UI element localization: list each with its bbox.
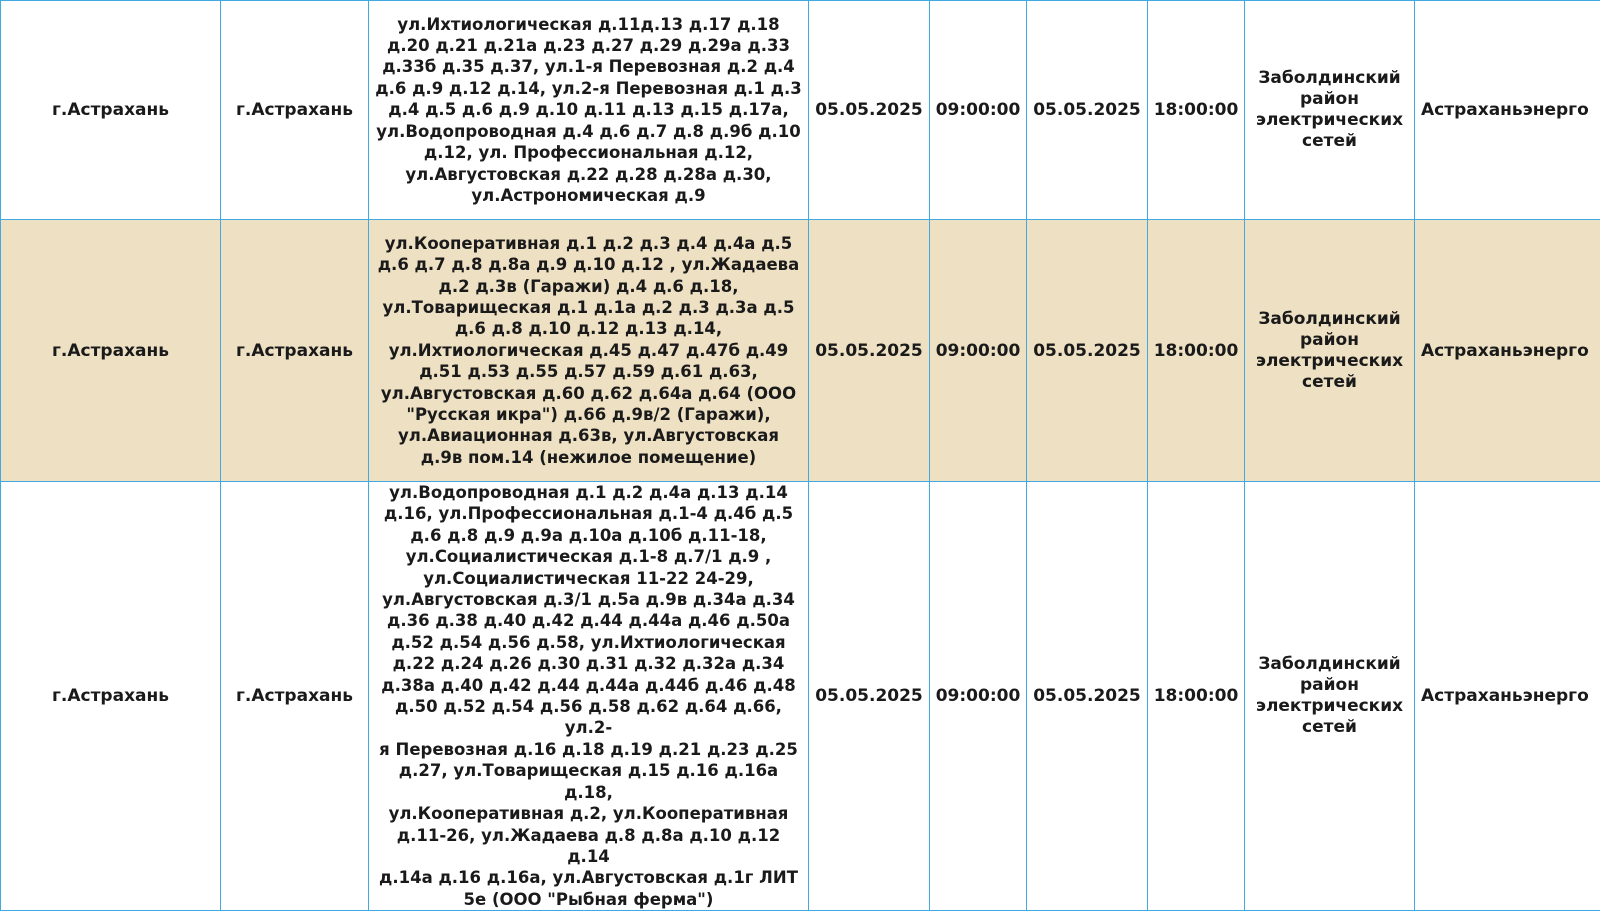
- company-cell: Астраханьэнерго: [1415, 220, 1600, 482]
- company-cell: Астраханьэнерго: [1415, 482, 1600, 911]
- addresses-cell: ул.Кооперативная д.1 д.2 д.3 д.4 д.4а д.5 д.6 д.7 д.8 д.8а д.9 д.10 д.12 , ул.Жадаева д.2 д.3в (Гаражи) д.4 д.6 д.18, ул.Товарищеская д.1 д.1а д.2 д.3 д.3а д.5 д.6 д.8 д.10 д.12 д.13 д.14, ул.Ихтиологическая д.45 д.47 д.47б д.49 д.51 д.53 д.55 д.57 д.59 д.61 д.63, ул.Августовская д.60 д.62 д.64а д.64 (ООО "Русская икра") д.66 д.9в/2 (Гаражи), ул.Авиационная д.63в, ул.Августовская д.9в пом.14 (нежилое помещение): [369, 220, 809, 482]
- addresses-cell: ул.Ихтиологическая д.11д.13 д.17 д.18 д.20 д.21 д.21а д.23 д.27 д.29 д.29а д.33 д.33б д.35 д.37, ул.1-я Перевозная д.2 д.4 д.6 д.9 д.12 д.14, ул.2-я Перевозная д.1 д.3 д.4 д.5 д.6 д.9 д.10 д.11 д.13 д.15 д.17а, ул.Водопроводная д.4 д.6 д.7 д.8 д.9б д.10 д.12, ул. Профессиональная д.12, ул.Августовская д.22 д.28 д.28а д.30, ул.Астрономическая д.9: [369, 1, 809, 220]
- department-cell: Заболдинский район электрических сетей: [1245, 220, 1415, 482]
- region-cell: г.Астрахань: [1, 1, 221, 220]
- end-time-cell: 18:00:00: [1148, 482, 1245, 911]
- city-cell: г.Астрахань: [221, 482, 369, 911]
- department-cell: Заболдинский район электрических сетей: [1245, 482, 1415, 911]
- table-row: [1, 220, 1600, 482]
- addresses-cell: ул.Водопроводная д.1 д.2 д.4а д.13 д.14 д.16, ул.Профессиональная д.1-4 д.4б д.5 д.6 д.8 д.9 д.9а д.10а д.10б д.11-18, ул.Социалистическая д.1-8 д.7/1 д.9 , ул.Социалистическая 11-22 24-29, ул.Августовская д.3/1 д.5а д.9в д.34а д.34 д.36 д.38 д.40 д.42 д.44 д.44а д.46 д.50а д.52 д.54 д.56 д.58, ул.Ихтиологическая д.22 д.24 д.26 д.30 д.31 д.32 д.32а д.34 д.38а д.40 д.42 д.44 д.44а д.44б д.46 д.48 д.50 д.52 д.54 д.56 д.58 д.62 д.64 д.66, ул.2- я Перевозная д.16 д.18 д.19 д.21 д.23 д.25 д.27, ул.Товарищеская д.15 д.16 д.16а д.18, ул.Кооперативная д.2, ул.Кооперативная д.11-26, ул.Жадаева д.8 д.8а д.10 д.12 д.14 д.14а д.16 д.16а, ул.Августовская д.1г ЛИТ 5е (ООО "Рыбная ферма"): [369, 482, 809, 911]
- end-time-cell: 18:00:00: [1148, 1, 1245, 220]
- start-time-cell: 09:00:00: [930, 1, 1027, 220]
- start-time-cell: 09:00:00: [930, 482, 1027, 911]
- department-cell: Заболдинский район электрических сетей: [1245, 1, 1415, 220]
- end-date-cell: 05.05.2025: [1027, 1, 1148, 220]
- city-cell: г.Астрахань: [221, 220, 369, 482]
- start-time-cell: 09:00:00: [930, 220, 1027, 482]
- company-cell: Астраханьэнерго: [1415, 1, 1600, 220]
- city-cell: г.Астрахань: [221, 1, 369, 220]
- start-date-cell: 05.05.2025: [809, 1, 930, 220]
- region-cell: г.Астрахань: [1, 220, 221, 482]
- end-date-cell: 05.05.2025: [1027, 482, 1148, 911]
- table-row: [1, 1, 1600, 220]
- start-date-cell: 05.05.2025: [809, 220, 930, 482]
- region-cell: г.Астрахань: [1, 482, 221, 911]
- end-date-cell: 05.05.2025: [1027, 220, 1148, 482]
- end-time-cell: 18:00:00: [1148, 220, 1245, 482]
- table-row: [1, 482, 1600, 911]
- start-date-cell: 05.05.2025: [809, 482, 930, 911]
